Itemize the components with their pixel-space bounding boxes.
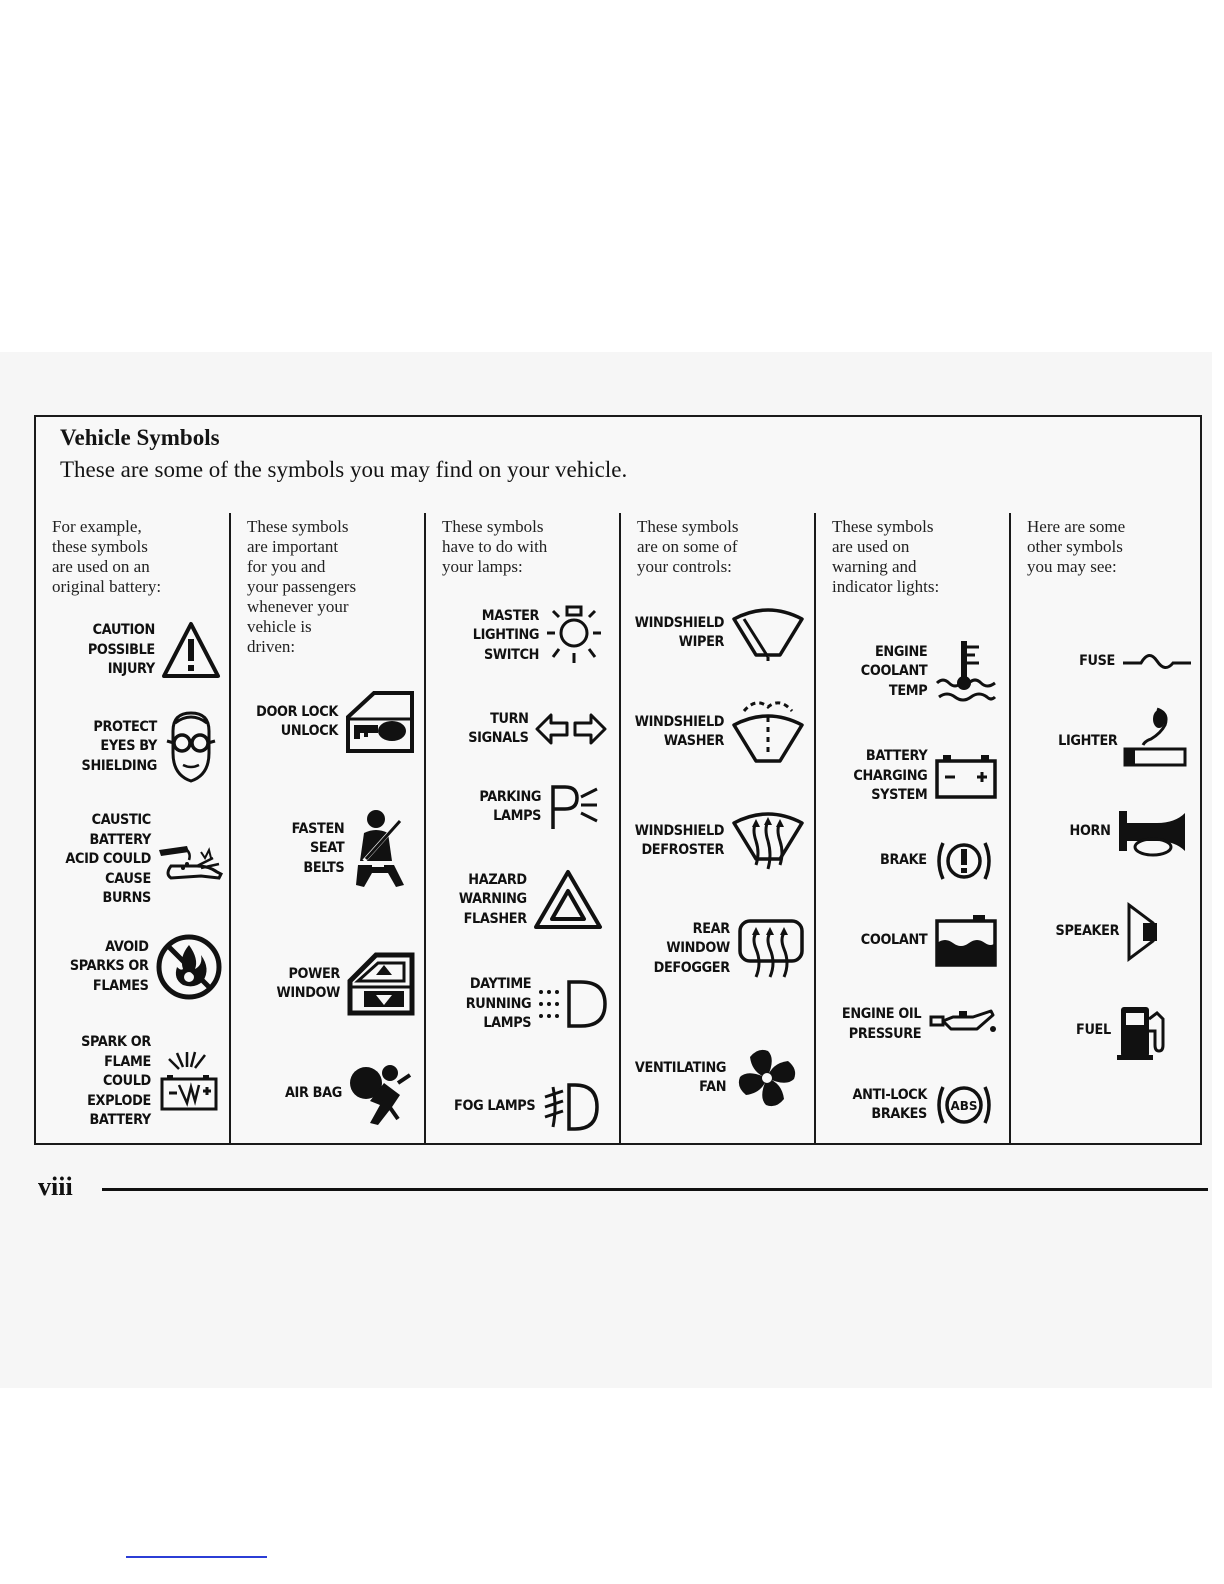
turn-signals-icon <box>535 709 607 749</box>
rear-defogger-icon <box>736 917 806 981</box>
column-intro: These symbols are used on warning and indicator lights: <box>832 517 940 596</box>
symbol-label: HAZARD WARNING FLASHER <box>459 871 527 927</box>
column-important <box>231 513 426 1143</box>
windshield-wiper-icon <box>730 605 806 661</box>
vehicle-symbols-panel <box>34 415 1202 1145</box>
symbol-explode-battery <box>75 1033 221 1131</box>
symbol-coolant-temp <box>855 639 999 705</box>
hazard-triangle-icon <box>533 869 603 931</box>
symbol-label: TURN SIGNALS <box>468 710 529 746</box>
battery-charging-icon <box>933 751 999 801</box>
symbol-label: LIGHTER <box>1057 733 1117 750</box>
face-goggles-icon <box>163 709 219 785</box>
symbol-lighter <box>1053 707 1187 777</box>
symbol-daytime-running <box>460 975 609 1034</box>
symbol-label: BRAKE <box>880 852 927 869</box>
symbol-label: WINDSHIELD WIPER <box>634 614 724 650</box>
symbol-brake <box>876 835 995 887</box>
abs-icon <box>933 1079 995 1131</box>
page-number: viii <box>38 1172 73 1201</box>
column-intro: For example, these symbols are used on an original battery: <box>52 517 162 596</box>
symbol-label: VENTILATING FAN <box>634 1059 726 1095</box>
symbol-label: DOOR LOCK UNLOCK <box>256 703 338 739</box>
symbol-rear-defogger <box>647 917 806 981</box>
no-flame-icon <box>155 933 223 1001</box>
column-other <box>1011 513 1201 1143</box>
symbol-coolant <box>855 913 999 969</box>
symbol-parking-lamps <box>474 781 599 833</box>
symbol-label: PROTECT EYES BY SHIELDING <box>81 718 157 774</box>
symbol-windshield-wiper <box>627 605 806 661</box>
daytime-running-lamps-icon <box>537 978 609 1030</box>
symbol-fuse <box>1076 647 1193 677</box>
symbol-label: FASTEN SEAT BELTS <box>291 820 344 876</box>
footer-rule <box>102 1188 1208 1191</box>
panel-title: Vehicle Symbols <box>60 425 220 450</box>
symbol-label: REAR WINDOW DEFOGGER <box>653 920 730 976</box>
symbol-label: FUSE <box>1079 653 1115 670</box>
caution-triangle-icon <box>161 621 221 679</box>
fuel-pump-icon <box>1117 1001 1173 1061</box>
ventilating-fan-icon <box>732 1043 802 1113</box>
symbol-power-window <box>271 951 416 1017</box>
symbol-label: FOG LAMPS <box>453 1098 535 1115</box>
symbol-label: CAUSTIC BATTERY ACID COULD CAUSE BURNS <box>65 812 151 906</box>
windshield-defroster-icon <box>730 809 806 873</box>
symbol-turn-signals <box>463 709 607 749</box>
brake-warning-icon <box>933 835 995 887</box>
symbol-battery-charging <box>847 747 999 806</box>
symbol-label: COOLANT <box>860 932 927 949</box>
symbol-label: SPEAKER <box>1055 923 1119 940</box>
column-intro: These symbols have to do with your lamps: <box>442 517 548 576</box>
symbol-anti-lock <box>846 1079 995 1131</box>
symbol-windshield-defroster <box>627 809 806 873</box>
symbol-label: ENGINE OIL PRESSURE <box>841 1006 921 1042</box>
symbol-seat-belt <box>287 809 412 889</box>
column-warning-lights <box>816 513 1011 1143</box>
power-window-icon <box>346 951 416 1017</box>
symbol-caustic-acid <box>58 811 223 909</box>
symbol-label: WINDSHIELD DEFROSTER <box>634 822 724 858</box>
symbol-label: POWER WINDOW <box>276 965 340 1001</box>
symbol-hazard <box>453 869 603 931</box>
symbol-label: AIR BAG <box>285 1085 342 1102</box>
symbol-horn <box>1066 807 1187 857</box>
symbol-caution <box>82 621 221 680</box>
symbol-label: BATTERY CHARGING SYSTEM <box>853 748 927 803</box>
lighter-icon <box>1123 707 1187 777</box>
symbol-label: PARKING LAMPS <box>479 788 541 824</box>
exploding-battery-icon <box>157 1051 221 1113</box>
symbol-protect-eyes <box>75 709 219 785</box>
symbol-master-lighting <box>467 603 603 669</box>
link-underline <box>126 1556 267 1558</box>
column-lamps <box>426 513 621 1143</box>
column-intro: These symbols are on some of your controls: <box>637 517 739 576</box>
coolant-reservoir-icon <box>933 913 999 969</box>
air-bag-icon <box>348 1061 414 1127</box>
parking-lamps-icon <box>547 781 599 833</box>
column-intro: These symbols are important for you and your passengers whenever your vehicle is driven: <box>247 517 357 656</box>
speaker-icon <box>1125 901 1161 963</box>
windshield-washer-icon <box>730 697 806 767</box>
symbol-label: WINDSHIELD WASHER <box>634 713 724 749</box>
coolant-temp-icon <box>933 639 999 705</box>
oil-can-icon <box>927 1007 999 1043</box>
symbol-fog-lamps <box>447 1081 599 1133</box>
svg-text:ABS: ABS <box>950 1099 978 1113</box>
symbol-label: CAUTION POSSIBLE INJURY <box>87 622 155 677</box>
fog-lamps-icon <box>541 1081 599 1133</box>
symbol-label: ENGINE COOLANT TEMP <box>860 643 927 699</box>
symbol-label: DAYTIME RUNNING LAMPS <box>465 976 531 1031</box>
door-lock-icon <box>344 689 416 755</box>
symbol-label: ANTI-LOCK BRAKES <box>852 1086 927 1122</box>
symbol-label: HORN <box>1070 823 1111 840</box>
fuse-icon <box>1121 647 1193 677</box>
seat-belt-icon <box>350 809 412 889</box>
master-lighting-icon <box>545 603 603 669</box>
symbol-label: FUEL <box>1076 1022 1111 1039</box>
column-controls <box>621 513 816 1143</box>
column-battery <box>36 513 231 1143</box>
column-intro: Here are some other symbols you may see: <box>1027 517 1126 576</box>
symbol-air-bag <box>280 1061 414 1127</box>
symbol-windshield-washer <box>627 697 806 767</box>
symbol-speaker <box>1050 901 1161 963</box>
symbol-avoid-sparks <box>63 933 223 1001</box>
symbol-label: AVOID SPARKS OR FLAMES <box>70 938 149 994</box>
symbol-door-lock <box>249 689 416 755</box>
panel-subtitle: These are some of the symbols you may find on your vehicle. <box>60 457 628 482</box>
symbol-ventilating-fan <box>627 1043 802 1113</box>
symbol-engine-oil <box>835 1005 999 1044</box>
horn-icon <box>1117 807 1187 857</box>
symbol-fuel <box>1073 1001 1173 1061</box>
symbol-label: SPARK OR FLAME COULD EXPLODE BATTERY <box>81 1034 151 1128</box>
symbol-columns <box>36 513 1200 1143</box>
acid-hand-icon <box>157 832 223 888</box>
symbol-label: MASTER LIGHTING SWITCH <box>472 607 539 663</box>
